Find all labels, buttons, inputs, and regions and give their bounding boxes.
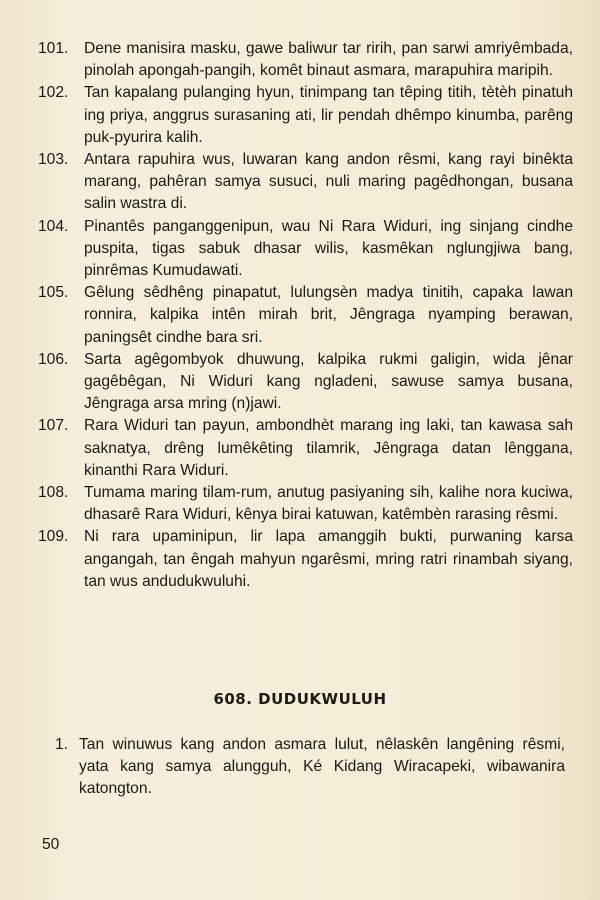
verse-list (38, 38, 573, 593)
verse-104 (38, 216, 573, 283)
verse-text: Ni rara upaminipun, lir lapa amanggih bukti, purwaning karsa angangah, tan êngah mahyun ngarêsmi, mring ratri rinambah siyang, tan wus andudukwuluhi. (84, 528, 573, 590)
verse-text: Tan kapalang pulanging hyun, tinimpang tan têping titih, tètèh pinatuh ing priya, anggrus surasaning ati, lir pendah dhêmpo kinumba, parêng puk-pyurira kalih. (84, 84, 573, 146)
verse-text: Pinantês panganggenipun, wau Ni Rara Widuri, ing sinjang cindhe puspita, tigas sabuk dhasar wilis, kasmêkan nglungjiwa bang, pinrêmas Kumudawati. (84, 217, 573, 280)
verse-number: 105. (38, 284, 69, 302)
section-verse-list (55, 734, 565, 801)
verse-number: 107. (38, 417, 69, 435)
verse-102 (38, 82, 573, 149)
verse-text: Gêlung sêdhêng pinapatut, lulungsèn madya tinitih, capaka lawan ronnira, kalpika intên mirah brit, Jêngraga nyamping berawan, paningsêt cindhe bara sri. (84, 284, 573, 346)
verse-109 (38, 526, 573, 593)
verse-text: Dene manisira masku, gawe baliwur tar ririh, pan sarwi amriyêmbada, pinolah apongah-pangih, komêt binaut asmara, marapuhira maripih. (84, 40, 573, 80)
verse-text: Tumama maring tilam-rum, anutug pasiyaning sih, kalihe nora kuciwa, dhasarê Rara Widuri, kênya birai katuwan, katêmbèn rarasing rêsmi. (84, 484, 573, 524)
verse-number: 102. (38, 84, 69, 102)
verse-101 (38, 38, 573, 82)
verse-number: 101. (38, 40, 69, 57)
verse-text: Tan winuwus kang andon asmara lulut, nêlaskên langêning rêsmi, yata kang samya alungguh, Ké Kidang Wiracapeki, wibawanira katongton. (79, 736, 565, 798)
verse-number: 1. (55, 736, 69, 753)
section-heading: 608. DUDUKWULUH (213, 690, 387, 708)
verse-106 (38, 349, 573, 416)
verse-108 (38, 482, 573, 526)
verse-number: 108. (38, 484, 69, 502)
verse-number: 103. (38, 151, 69, 169)
verse-107 (38, 415, 573, 482)
verse-number: 109. (38, 528, 69, 546)
verse-number: 104. (38, 217, 69, 235)
verse-103 (38, 149, 573, 216)
verse-number: 106. (38, 350, 69, 368)
section-verse-1 (55, 734, 565, 801)
verse-text: Sarta agêgombyok dhuwung, kalpika rukmi galigin, wida jênar gagêbêgan, Ni Widuri kang ngladeni, sawuse samya busana, Jêngraga arsa mring (n)jawi. (84, 350, 573, 413)
verse-105 (38, 282, 573, 349)
verse-text: Antara rapuhira wus, luwaran kang andon rêsmi, kang rayi binêkta marang, pahêran samya susuci, nuli maring pagêdhongan, busana salin wastra di. (84, 151, 573, 213)
page-number: 50 (42, 836, 60, 853)
verse-text: Rara Widuri tan payun, ambondhèt marang ing laki, tan kawasa sah saknatya, drêng lumêkêting tilamrik, Jêngraga datan lênggana, kinanthi Rara Widuri. (84, 417, 573, 479)
